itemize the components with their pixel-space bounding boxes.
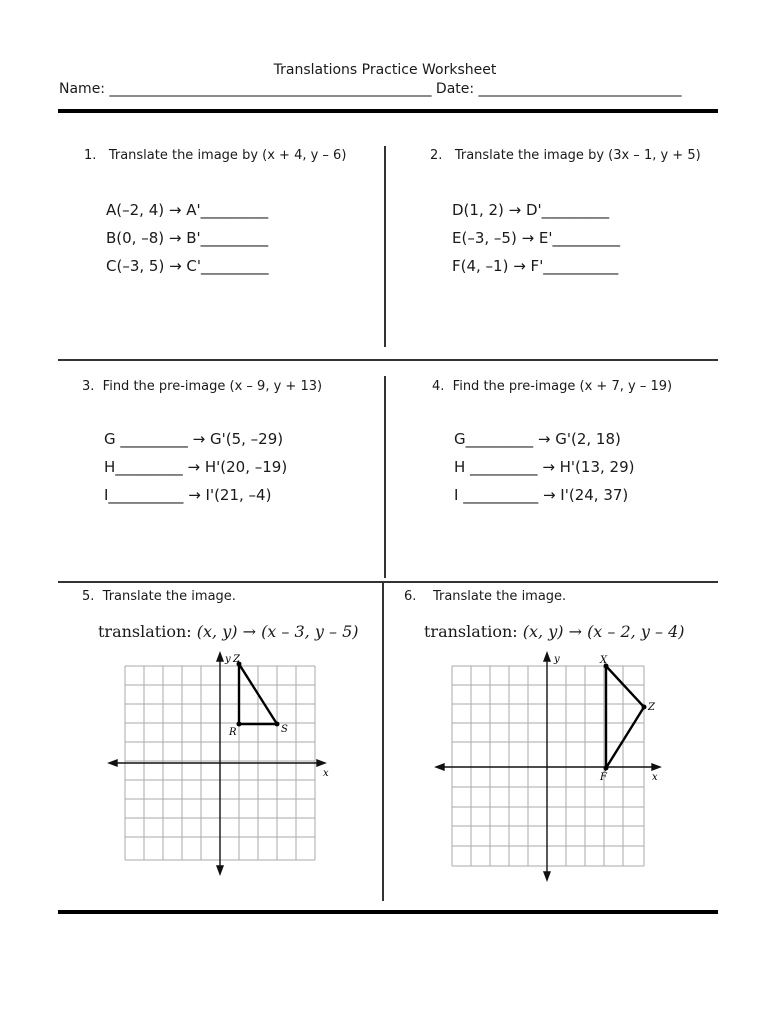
top-divider	[58, 109, 718, 113]
problem-5-point-r	[237, 722, 242, 727]
problem-2-number: 2.	[430, 148, 443, 163]
problem-2-line-f: F(4, –1) → F'__________	[452, 257, 619, 275]
problem-5-translation	[98, 622, 358, 641]
problem-5-graph	[105, 650, 335, 882]
problem-5-translation-rule: (x, y) → (x – 3, y – 5)	[196, 622, 359, 641]
problem-3-line-h: H_________ → H'(20, –19)	[104, 458, 288, 476]
row3-column-divider	[382, 583, 384, 901]
problem-6-translation-rule: (x, y) → (x – 2, y – 4)	[522, 622, 685, 641]
problem-4-number: 4.	[432, 379, 445, 394]
problem-1-line-b: B(0, –8) → B'_________	[106, 229, 269, 247]
problem-4-equations	[454, 425, 634, 509]
problem-6-number: 6.	[404, 589, 417, 604]
problem-3-line-i: I__________ → I'(21, –4)	[104, 486, 272, 504]
problem-4-heading	[432, 379, 672, 394]
problem-6-translation	[424, 622, 684, 641]
problem-6-translation-label: translation:	[424, 622, 518, 641]
problem-6-label-x: X	[600, 655, 608, 666]
problem-3-prompt: Find the pre-image (x – 9, y + 13)	[102, 379, 323, 394]
problem-5-translation-label: translation:	[98, 622, 192, 641]
problem-3-equations	[104, 425, 287, 509]
problem-4-prompt: Find the pre-image (x + 7, y – 19)	[452, 379, 673, 394]
problem-6-label-f: F	[600, 772, 607, 783]
problem-3-line-g: G _________ → G'(5, –29)	[104, 430, 284, 448]
name-date-line: Name: ______________________________________________ Date: _____________________________	[59, 81, 682, 97]
problem-5-number: 5.	[82, 589, 95, 604]
problem-5-label-z: Z	[233, 654, 240, 665]
problem-6-heading	[404, 589, 566, 604]
problem-6-prompt: Translate the image.	[432, 589, 567, 604]
problem-6-point-f	[604, 766, 609, 771]
problem-2-heading	[430, 148, 701, 163]
problem-5-axes	[109, 653, 325, 874]
problem-4-line-i: I __________ → I'(24, 37)	[454, 486, 629, 504]
problem-6-y-label: y	[554, 654, 560, 665]
problem-5-y-label: y	[225, 654, 231, 665]
problem-6-triangle	[606, 666, 644, 768]
problem-6-grid	[452, 666, 644, 866]
row2-column-divider	[384, 376, 386, 578]
problem-3-heading	[82, 379, 322, 394]
problem-4-line-g: G_________ → G'(2, 18)	[454, 430, 621, 448]
problem-1-equations	[106, 196, 269, 280]
problem-6-graph	[432, 650, 666, 882]
problem-5-label-r: R	[229, 727, 237, 738]
problem-5-point-s	[275, 722, 280, 727]
problem-1-number: 1.	[84, 148, 97, 163]
problem-5-label-s: S	[281, 724, 288, 735]
problem-5-prompt: Translate the image.	[102, 589, 236, 604]
problem-2-line-e: E(–3, –5) → E'_________	[452, 229, 621, 247]
problem-6-point-z	[642, 705, 647, 710]
problem-5-heading	[82, 589, 236, 604]
problem-3-number: 3.	[82, 379, 95, 394]
problem-6-label-z: Z	[648, 702, 655, 713]
problem-1-line-a: A(–2, 4) → A'_________	[106, 201, 269, 219]
problem-2-prompt: Translate the image by (3x – 1, y + 5)	[454, 148, 701, 163]
row1-column-divider	[384, 146, 386, 347]
problem-1-heading	[84, 148, 346, 163]
row1-divider	[58, 359, 718, 361]
problem-5-x-label: x	[323, 768, 329, 779]
problem-6-x-label: x	[652, 772, 658, 783]
worksheet-title: Translations Practice Worksheet	[273, 62, 497, 78]
problem-2-line-d: D(1, 2) → D'_________	[452, 201, 610, 219]
problem-2-equations	[452, 196, 620, 280]
row2-divider	[58, 581, 718, 583]
problem-4-line-h: H _________ → H'(13, 29)	[454, 458, 635, 476]
problem-1-line-c: C(–3, 5) → C'_________	[106, 257, 269, 275]
problem-1-prompt: Translate the image by (x + 4, y – 6)	[108, 148, 347, 163]
bottom-divider	[58, 910, 718, 914]
